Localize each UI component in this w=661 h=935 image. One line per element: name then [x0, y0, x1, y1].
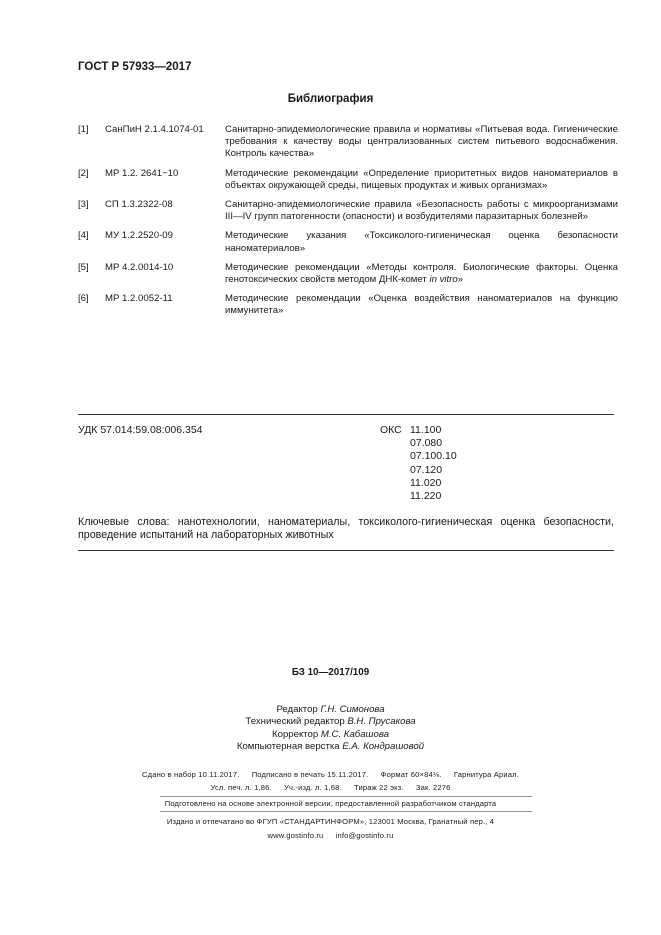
staff-line	[0, 716, 661, 728]
circulation: Тираж 22 экз.	[354, 783, 404, 792]
email-link[interactable]: info@gostinfo.ru	[335, 831, 394, 840]
item-text: Методические рекомендации «Определение приоритетных видов наноматериалов в объектах окружающей среды, пищевых продуктах и живых организмах»	[225, 167, 618, 191]
staff-name: Г.Н. Симонова	[320, 704, 385, 715]
item-text-italic: in vitro	[429, 274, 458, 286]
item-number: [3]	[78, 199, 89, 211]
bibliography-item	[78, 124, 618, 161]
item-code: МР 4.2.0014-10	[105, 261, 174, 273]
bz-number: БЗ 10—2017/109	[291, 667, 370, 678]
divider-imprint-2	[160, 811, 532, 812]
item-code: СанПиН 2.1.4.1074-01	[105, 124, 204, 135]
item-code: МР 1.2.0052-11	[105, 293, 173, 305]
oks-code: 11.020	[410, 476, 442, 489]
item-number: [4]	[78, 230, 89, 242]
item-number: [5]	[78, 261, 89, 273]
prepared-note: Подготовлено на основе электронной версии, предоставленной разработчиком стандарта	[164, 799, 497, 808]
divider-imprint-1	[160, 796, 532, 797]
keywords: Ключевые слова: нанотехнологии, наноматериалы, токсиколого-гигиеническая оценка безопасности, проведение испытаний на лабораторных животных	[78, 516, 614, 541]
divider-bottom	[78, 550, 614, 551]
typeset-date: Сдано в набор 10.11.2017.	[142, 770, 240, 779]
item-code: МР 1.2. 2641−10	[105, 167, 179, 179]
staff-credits	[0, 704, 661, 754]
publisher-info: Издано и отпечатано во ФГУП «СТАНДАРТИНФОРМ», 123001 Москва, Гранатный пер., 4	[166, 817, 495, 826]
bibliography-title: Библиография	[287, 93, 374, 105]
staff-name: Е.А. Кондрашовой	[342, 741, 425, 753]
print-date: Подписано в печать 15.11.2017.	[251, 770, 369, 779]
bibliography-item	[78, 262, 618, 286]
print-details-line-2	[0, 783, 661, 792]
oks-code-list	[410, 424, 457, 503]
bibliography-item	[78, 199, 618, 223]
staff-role: Корректор	[272, 728, 319, 740]
oks-code: 11.220	[410, 490, 442, 503]
item-code: СП 1.3.2322-08	[105, 199, 173, 211]
print-details-line-1	[0, 770, 661, 779]
oks-code: 07.080	[410, 437, 443, 450]
standard-header: ГОСТ Р 57933—2017	[78, 61, 192, 73]
staff-role: Компьютерная верстка	[236, 741, 340, 753]
item-text-main: Методические рекомендации «Методы контроля. Биологические факторы. Оценка генотоксических свойств методом ДНК-комет	[225, 261, 618, 286]
bibliography-list	[78, 124, 618, 325]
staff-role: Технический редактор	[245, 716, 345, 728]
publisher-contacts	[0, 831, 661, 840]
item-text: Санитарно-эпидемиологические правила и нормативы «Питьевая вода. Гигиенические требования к качеству воды централизованных систем питьевого водоснабжения. Контроль качества»	[225, 124, 618, 160]
item-number: [1]	[78, 124, 89, 135]
oks-code: 07.100.10	[410, 450, 457, 463]
publisher-sheets: Уч.-изд. л. 1,68.	[284, 783, 342, 792]
staff-role: Редактор	[276, 704, 318, 715]
order-number: Зак. 2276	[415, 783, 451, 792]
oks-code: 11.100	[410, 424, 442, 436]
item-text: Методические рекомендации «Оценка воздействия наноматериалов на функцию иммунитета»	[225, 293, 618, 317]
bibliography-item	[78, 293, 618, 317]
typeface: Гарнитура Ариал.	[453, 770, 519, 779]
staff-line	[0, 741, 661, 753]
bibliography-item	[78, 230, 618, 254]
udk-code: УДК 57.014:59.08:006.354	[78, 424, 203, 436]
item-number: [6]	[78, 293, 89, 305]
staff-name: М.С. Кабашова	[320, 728, 389, 740]
item-number: [2]	[78, 167, 89, 179]
item-text: Санитарно-эпидемиологические правила «Безопасность работы с микроорганизмами III—IV групп патогенности (опасности) и возбудителями паразитарных болезней»	[225, 199, 618, 223]
oks-code: 07.120	[410, 463, 443, 476]
website-link[interactable]: www.gostinfo.ru	[267, 831, 324, 840]
divider-top	[78, 414, 614, 415]
staff-line	[0, 704, 661, 716]
print-sheets: Усл. печ. л. 1,86.	[210, 783, 272, 792]
item-code: МУ 1.2.2520-09	[105, 230, 173, 242]
staff-line	[0, 729, 661, 741]
format: Формат 60×84⅛.	[380, 770, 442, 779]
bibliography-item	[78, 168, 618, 192]
oks-label: ОКС	[380, 424, 402, 436]
item-text-tail: »	[457, 274, 464, 286]
item-text: Методические указания «Токсиколого-гигиеническая оценка безопасности наноматериалов»	[225, 230, 618, 254]
item-text	[225, 262, 618, 286]
staff-name: В.Н. Прусакова	[347, 716, 416, 728]
